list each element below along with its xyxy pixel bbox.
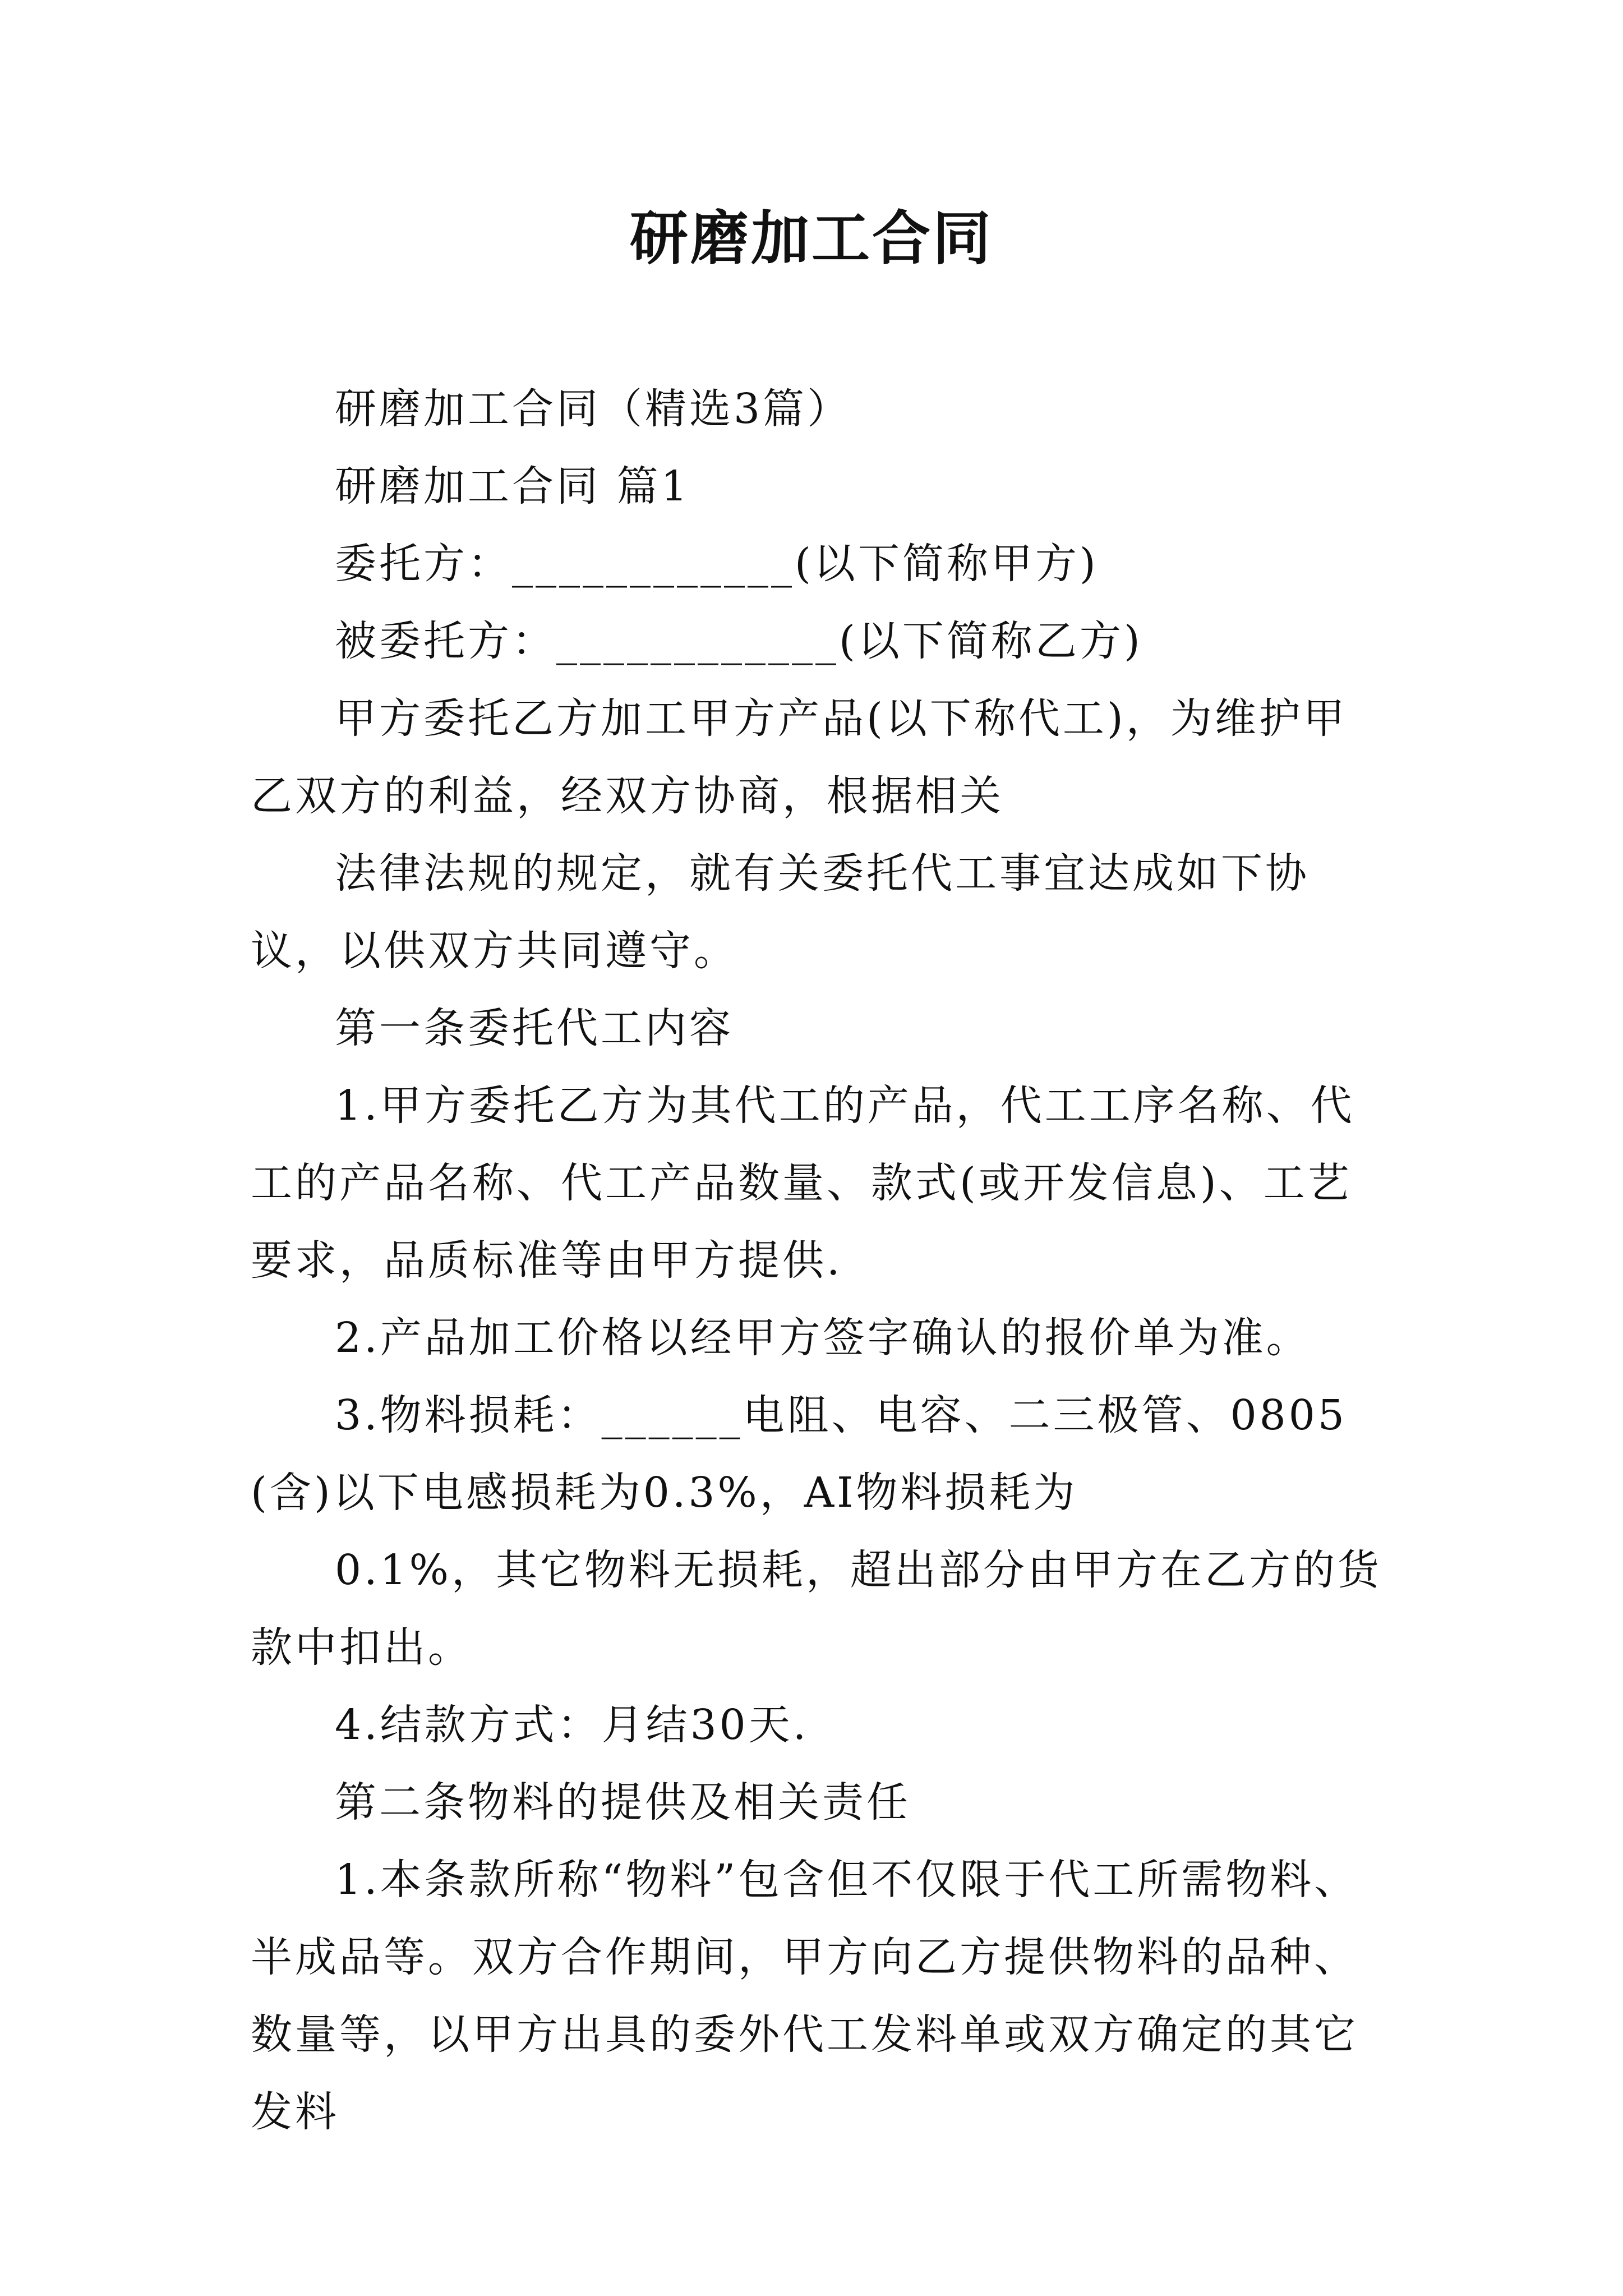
paragraph-intro-continued: 法律法规的规定，就有关委托代工事宜达成如下协议，以供双方共同遵守。 xyxy=(251,849,1310,975)
paragraph-contractor-party: 被委托方：____________(以下简称乙方) xyxy=(335,617,1143,665)
paragraph-intro: 甲方委托乙方加工甲方产品(以下称代工)，为维护甲乙双方的利益，经双方协商，根据相关 xyxy=(251,694,1348,820)
paragraph-client-party: 委托方：____________(以下简称甲方) xyxy=(335,540,1099,588)
paragraph-article-2-heading: 第二条物料的提供及相关责任 xyxy=(335,1778,911,1826)
paragraph-section-heading: 研磨加工合同 篇1 xyxy=(335,462,690,510)
paragraph-article-1-item-2: 2.产品加工价格以经甲方签字确认的报价单为准。 xyxy=(335,1314,1311,1362)
document-body xyxy=(251,370,1385,2151)
paragraph-article-1-item-4: 4.结款方式：月结30天. xyxy=(335,1701,809,1749)
paragraph-article-1-item-1: 1.甲方委托乙方为其代工的产品，代工工序名称、代工的产品名称、代工产品数量、款式(或开发信息)、工艺要求，品质标准等由甲方提供. xyxy=(251,1082,1355,1285)
paragraph-article-1-item-3-continued: 0.1%，其它物料无损耗，超出部分由甲方在乙方的货款中扣出。 xyxy=(251,1546,1382,1672)
document-title: 研磨加工合同 xyxy=(629,204,993,273)
paragraph-article-1-heading: 第一条委托代工内容 xyxy=(335,1004,734,1052)
paragraph-article-1-item-3: 3.物料损耗：______电阻、电容、二三极管、0805(含)以下电感损耗为0.3%，AI物料损耗为 xyxy=(251,1391,1347,1517)
paragraph-collection-title: 研磨加工合同（精选3篇） xyxy=(335,385,852,433)
paragraph-article-2-item-1: 1.本条款所称“物料”包含但不仅限于代工所需物料、半成品等。双方合作期间，甲方向乙方提供物料的品种、数量等，以甲方出具的委外代工发料单或双方确定的其它发料 xyxy=(251,1856,1359,2136)
